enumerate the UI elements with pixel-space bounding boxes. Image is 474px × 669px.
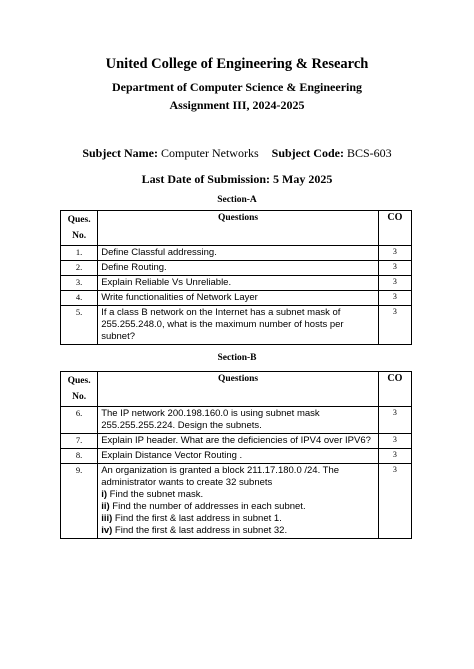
subpart-marker: iii) [101,513,113,524]
question-main: An organization is granted a block 211.17.180.0 /24. The administrator wants to create 32 subnets [101,465,340,488]
question-subpart [101,513,375,525]
question-text [98,261,379,276]
question-number: 5. [61,306,98,345]
question-number: 3. [61,276,98,291]
subject-name-value: Computer Networks [160,146,259,160]
subpart-marker: iv) [101,525,113,536]
course-outcome: 3 [378,464,411,539]
subpart-text: Find the first & last address in subnet 1. [112,513,282,524]
course-outcome: 3 [378,276,411,291]
question-main: Define Classful addressing. [101,247,217,258]
question-main: Explain IP header. What are the deficiencies of IPV4 over IPV6? [101,435,371,446]
table-row [61,407,412,434]
subpart-text: Find the subnet mask. [107,489,204,500]
question-main: Define Routing. [101,262,167,273]
question-text [98,449,379,464]
table-header-row [61,372,412,407]
question-text [98,276,379,291]
question-main: Write functionalities of Network Layer [101,292,258,303]
table-row [61,246,412,261]
question-number: 8. [61,449,98,464]
table-row [61,291,412,306]
course-outcome: 3 [378,306,411,345]
subject-code-value: BCS-603 [346,146,392,160]
subpart-marker: ii) [101,501,110,512]
subpart-text: Find the first & last address in subnet 32. [112,525,288,536]
course-outcome: 3 [378,449,411,464]
question-main: The IP network 200.198.160.0 is using subnet mask 255.255.255.224. Design the subnets. [101,408,320,431]
question-number: 9. [61,464,98,539]
section-a-table [60,210,412,345]
department-name: Department of Computer Science & Engineering [111,80,363,94]
table-header-row [61,211,412,246]
college-name: United College of Engineering & Research [105,56,369,72]
question-main: If a class B network on the Internet has a subnet mask of 255.255.248.0, what is the maximum number of hosts per subnet? [101,307,344,342]
course-outcome: 3 [378,291,411,306]
table-row [61,449,412,464]
col-ques-no: Ques. No. [61,372,98,407]
question-number: 4. [61,291,98,306]
course-outcome: 3 [378,261,411,276]
question-text [98,306,379,345]
question-text [98,246,379,261]
table-row [61,306,412,345]
question-subpart [101,525,375,537]
question-text [98,464,379,539]
question-text [98,291,379,306]
col-ques-no: Ques. No. [61,211,98,246]
question-number: 6. [61,407,98,434]
col-co: CO [378,372,411,407]
subject-name-label: Subject Name: [82,146,158,160]
col-co: CO [378,211,411,246]
question-subpart [101,489,375,501]
assignment-title: Assignment III, 2024-2025 [169,98,305,112]
course-outcome: 3 [378,407,411,434]
submission-date: Last Date of Submission: 5 May 2025 [141,172,333,186]
table-row [61,464,412,539]
question-main: Explain Reliable Vs Unreliable. [101,277,232,288]
subpart-text: Find the number of addresses in each subnet. [109,501,306,512]
question-number: 2. [61,261,98,276]
subject-line [0,146,474,161]
question-main: Explain Distance Vector Routing . [101,450,243,461]
table-row [61,434,412,449]
section-a-title: Section-A [217,195,257,205]
section-b-table [60,371,412,539]
col-questions: Questions [98,372,379,407]
course-outcome: 3 [378,246,411,261]
table-row [61,261,412,276]
question-number: 1. [61,246,98,261]
question-text [98,407,379,434]
table-row [61,276,412,291]
col-questions: Questions [98,211,379,246]
course-outcome: 3 [378,434,411,449]
subpart-marker: i) [101,489,108,500]
question-subpart [101,501,375,513]
subject-code-label: Subject Code: [271,146,344,160]
section-b-title: Section-B [217,353,257,363]
question-number: 7. [61,434,98,449]
question-text [98,434,379,449]
